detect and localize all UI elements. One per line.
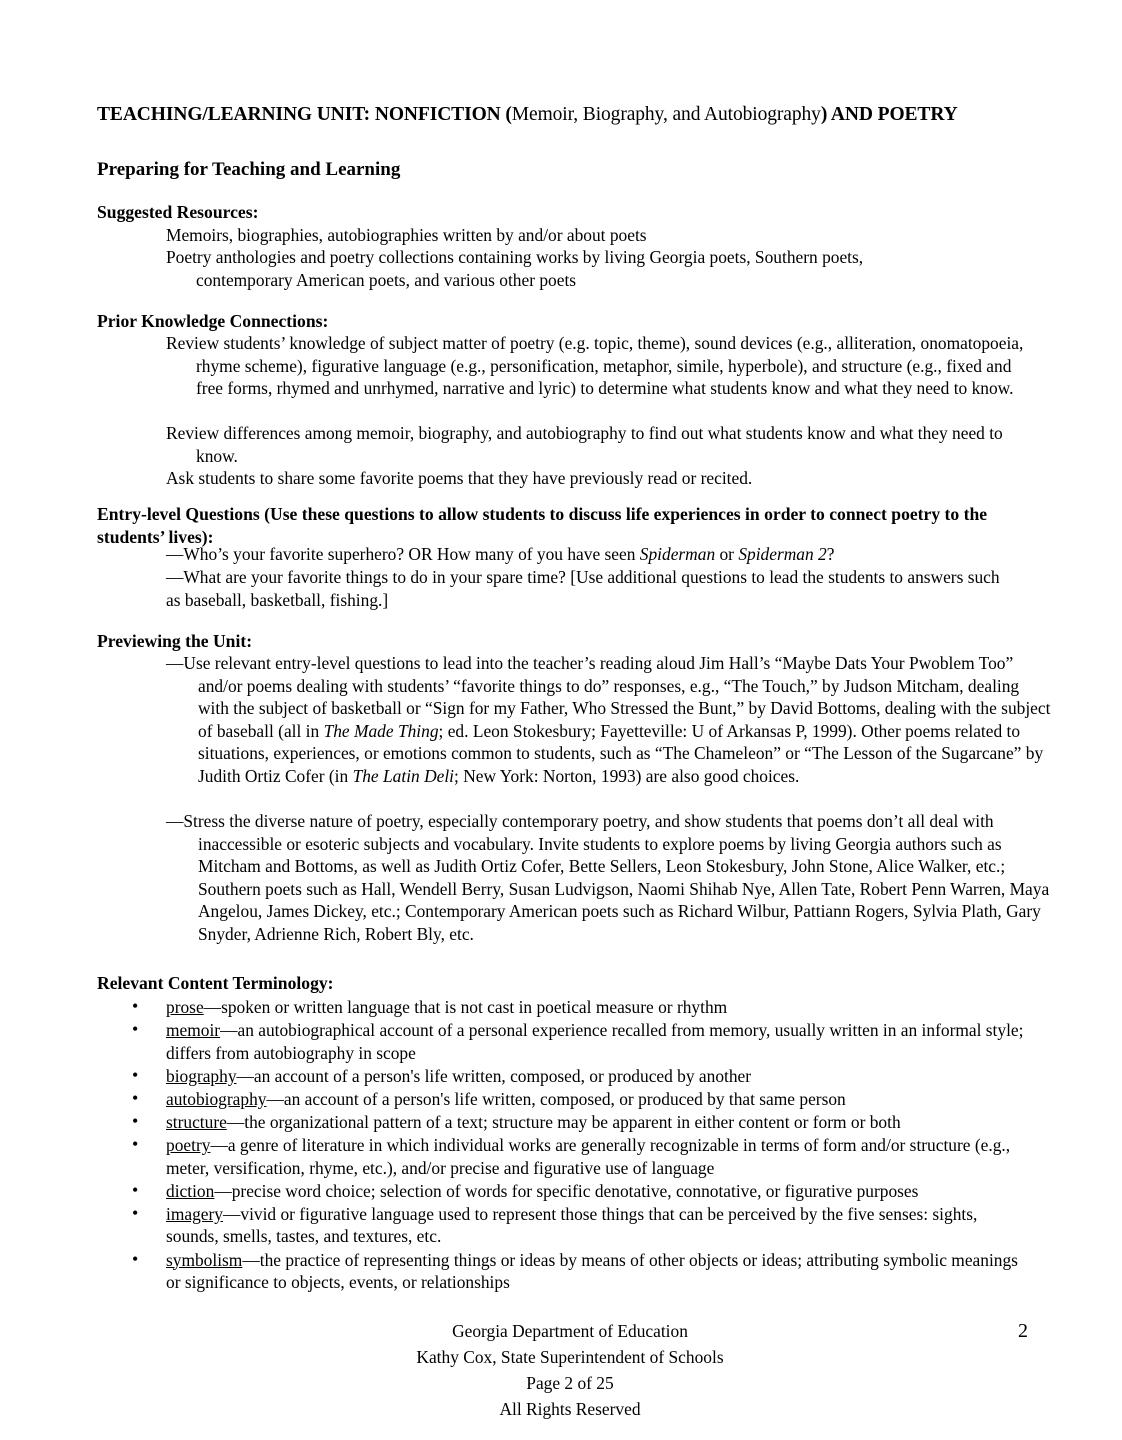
heading-previewing-unit: Previewing the Unit: xyxy=(97,631,253,651)
bullet-icon: • xyxy=(132,1134,139,1155)
footer-line-organization: Georgia Department of Education xyxy=(452,1321,688,1341)
term-label: prose xyxy=(166,997,204,1017)
term-definition: —vivid or figurative language used to represent those things that can be perceived by the five senses: sights, sounds, smells, tastes, and textures, etc. xyxy=(166,1203,978,1247)
title-bold-last: ) AND POETRY xyxy=(820,104,958,125)
term-label: imagery xyxy=(166,1203,223,1224)
entry-level-question-1 xyxy=(166,543,1026,566)
prior-knowledge-item-2: Review differences among memoir, biography, and autobiography to find out what students know and what they need to know. xyxy=(166,423,1003,466)
previewing-italic-made-thing: The Made Thing xyxy=(323,720,439,741)
list-item xyxy=(126,1203,1029,1248)
entry-question-1-italic-a: Spiderman xyxy=(639,544,716,564)
previewing-item-2: —Stress the diverse nature of poetry, especially contemporary poetry, and show students that poems don’t all deal with inaccessible or esoteric subjects and vocabulary. Invite students to explore poems by living Georgia authors such as Mitcham and Bottoms, as well as Judith Ortiz Cofer, Bette Sellers, Leon Stokesbury, John Stone, Alice Walker, etc.; Southern poets such as Hall, Wendell Berry, Susan Ludvigson, Naomi Shihab Nye, Allen Tate, Robert Penn Warren, Maya Angelou, James Dickey, etc.; Contemporary American poets such as Richard Wilbur, Pattiann Rogers, Sylvia Plath, Gary Snyder, Adrienne Rich, Robert Bly, etc. xyxy=(166,811,1050,944)
previewing-item-1 xyxy=(166,652,1051,788)
bullet-icon: • xyxy=(132,1248,139,1269)
section-heading-preparing: Preparing for Teaching and Learning xyxy=(97,159,401,180)
list-item xyxy=(126,996,1029,1019)
term-label: memoir xyxy=(166,1020,221,1041)
term-definition: —an autobiographical account of a personal experience recalled from memory, usually written in an informal style; differs from autobiography in scope xyxy=(166,1020,1024,1063)
previewing-item-1-part-b: ; ed. Leon Stokesbury; Fayetteville: U of Arkansas P, 1999). Other poems related to situations, experiences, or emotions common to students, such as “The Chameleon” or “The Lesson of the Sugarcane” by Judith Ortiz Cofer (in xyxy=(198,720,1044,786)
bullet-icon: • xyxy=(132,1110,139,1131)
list-item xyxy=(126,1065,1029,1088)
term-label: structure xyxy=(166,1111,227,1132)
previewing-item-1-part-a: —Use relevant entry-level questions to lead into the teacher’s reading aloud Jim Hall’s “Maybe Dats Your Pwoblem Too” and/or poems dealing with students’ “favorite things to do” responses, e.g., “The Touch,” by Judson Mitcham, dealing with the subject of basketball or “Sign for my Father, Who Stressed the Bunt,” by David Bottoms, dealing with the subject of baseball (all in xyxy=(166,653,1051,741)
heading-suggested-resources: Suggested Resources: xyxy=(97,202,259,222)
list-item xyxy=(126,1134,1029,1179)
term-definition: —an account of a person's life written, composed, or produced by that same person xyxy=(266,1088,846,1109)
footer-line-superintendent: Kathy Cox, State Superintendent of Schools xyxy=(416,1347,724,1367)
bullet-icon: • xyxy=(132,1064,139,1085)
term-definition: —an account of a person's life written, composed, or produced by another xyxy=(236,1065,752,1086)
term-label: biography xyxy=(166,1065,237,1086)
term-label: poetry xyxy=(166,1135,211,1156)
prior-knowledge-item-3: Ask students to share some favorite poems that they have previously read or recited. xyxy=(166,468,753,488)
term-definition: —the organizational pattern of a text; structure may be apparent in either content or form or both xyxy=(226,1111,901,1132)
heading-prior-knowledge: Prior Knowledge Connections: xyxy=(97,311,329,331)
term-definition: —spoken or written language that is not cast in poetical measure or rhythm xyxy=(203,997,728,1017)
term-definition: —precise word choice; selection of words for specific denotative, connotative, or figurative purposes xyxy=(214,1180,919,1201)
page-number: 2 xyxy=(1018,1320,1028,1342)
bullet-icon: • xyxy=(132,1202,139,1223)
bullet-icon: • xyxy=(132,1019,139,1040)
term-definition: —the practice of representing things or ideas by means of other objects or ideas; attributing symbolic meanings or significance to objects, events, or relationships xyxy=(166,1249,1018,1293)
page-footer xyxy=(280,1318,860,1422)
suggested-resource-item-1: Memoirs, biographies, autobiographies written by and/or about poets xyxy=(166,225,647,245)
entry-question-1-mid: or xyxy=(715,544,739,564)
entry-question-1-part-a: —Who’s your favorite superhero? OR How many of you have seen xyxy=(166,544,640,564)
list-item xyxy=(126,1019,1029,1064)
previewing-italic-latin-deli: The Latin Deli xyxy=(352,765,455,786)
terminology-heading-label: Relevant Content Terminology: xyxy=(97,973,334,993)
term-label: autobiography xyxy=(166,1088,267,1109)
list-item xyxy=(126,1180,1029,1203)
entry-question-1-italic-b: Spiderman 2 xyxy=(738,544,827,564)
list-item xyxy=(126,1249,1029,1294)
bullet-icon: • xyxy=(132,1087,139,1108)
title-parenthetical: Memoir, Biography, and Autobiography xyxy=(511,104,821,125)
list-item xyxy=(126,1088,1029,1111)
term-label: symbolism xyxy=(166,1249,243,1270)
list-item xyxy=(126,1111,1029,1134)
document-title xyxy=(97,103,1037,127)
terminology-list xyxy=(126,996,1029,1294)
bullet-icon: • xyxy=(132,996,139,1016)
footer-line-page-count: Page 2 of 25 xyxy=(526,1373,614,1393)
footer-line-rights: All Rights Reserved xyxy=(499,1399,641,1419)
title-bold-first: TEACHING/LEARNING UNIT: NONFICTION ( xyxy=(97,104,512,125)
prior-knowledge-item-1: Review students’ knowledge of subject matter of poetry (e.g. topic, theme), sound devices (e.g., alliteration, onomatopoeia, rhyme scheme), figurative language (e.g., personification, metaphor, simile, hyperbole), and structure (e.g., fixed and free forms, rhymed and unrhymed, narrative and lyric) to determine what students know and what they need to know. xyxy=(166,333,1024,399)
previewing-item-1-part-c: ; New York: Norton, 1993) are also good choices. xyxy=(454,765,800,786)
suggested-resource-item-2: Poetry anthologies and poetry collections containing works by living Georgia poets, Southern poets, contemporary American poets, and various other poets xyxy=(166,247,864,290)
entry-level-question-2: —What are your favorite things to do in your spare time? [Use additional questions to lead the students to answers such as baseball, basketball, fishing.] xyxy=(166,567,1000,610)
bullet-icon: • xyxy=(132,1179,139,1200)
heading-relevant-terminology xyxy=(97,972,334,994)
term-definition: —a genre of literature in which individual works are generally recognizable in terms of form and/or structure (e.g., meter, versification, rhyme, etc.), and/or precise and figurative use of language xyxy=(166,1135,1011,1178)
heading-entry-level-questions: Entry-level Questions (Use these questions to allow students to discuss life experiences in order to connect poetry to the students’ lives): xyxy=(97,504,988,547)
term-label: diction xyxy=(166,1180,215,1201)
entry-question-1-end: ? xyxy=(826,544,835,564)
